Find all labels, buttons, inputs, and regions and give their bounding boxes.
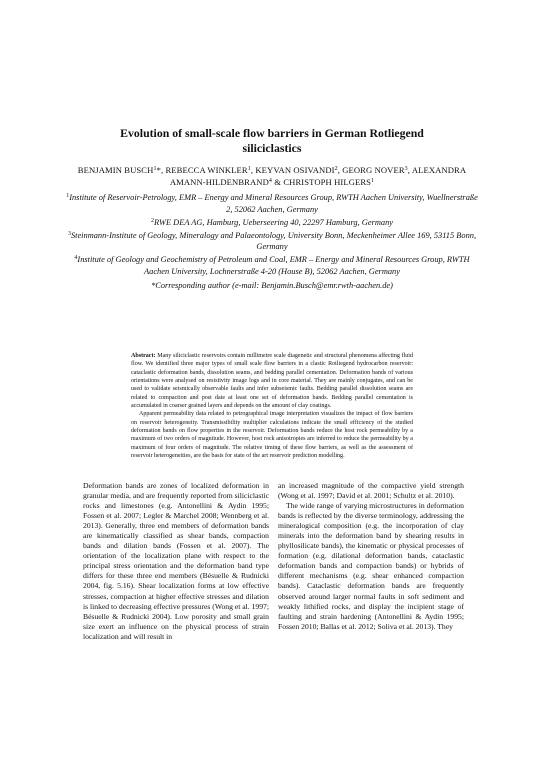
author-name: CHRISTOPH HILGERS bbox=[283, 176, 372, 187]
author-name: ALEXANDRA AMANN-HILDENBRAND bbox=[169, 165, 467, 187]
author-name: KEYVAN OSIVANDI bbox=[255, 165, 335, 175]
affiliation bbox=[66, 217, 478, 229]
paper-title: Evolution of small-scale flow barriers in German Rotliegend siliciclastics bbox=[120, 126, 424, 155]
author-affiliation-number: 1 bbox=[153, 166, 157, 172]
author-affiliation-number: 2 bbox=[334, 166, 338, 172]
affiliation-number: 4 bbox=[74, 255, 78, 262]
body-paragraph: an increased magnitude of the compactive yield strength (Wong et al. 1997; David et al. 2001; Schultz et al. 2010). bbox=[278, 481, 464, 501]
affiliation-list bbox=[66, 192, 478, 293]
body-paragraph: Deformation bands are zones of localized deformation in granular media, and are frequently reported from siliciclastic rocks and limestones (e.g. Antonellini & Aydin 1995; Fossen et al. 2007; Legler & Marchel 2008; Wennberg et al. 2013). Generally, three end members of deformation bands are kinematically classified as shear bands, compaction bands and dilation bands (Fossen et al. 2007). The orientation of the localization plane with respect to the principal stress orientation and the deformation band type differs for these three end members (Bésuelle & Rudnicki 2004, fig. 5.16). Shear localization forms at low effective stresses, compaction at higher effective stresses and dilation is linked to decreasing effective pressures (Wong et al. 1997; Bésuelle & Rudnicki 2004). Low porosity and small grain size exert an influence on the physical process of strain localization and will result in bbox=[83, 481, 269, 641]
author-name: REBECCA WINKLER bbox=[165, 165, 248, 175]
abstract-paragraph bbox=[131, 352, 413, 410]
affiliation bbox=[66, 192, 478, 215]
author-name: GEORG NOVER bbox=[342, 165, 405, 175]
author-name: BENJAMIN BUSCH bbox=[77, 165, 154, 175]
affiliation-text: Institute of Reservoir-Petrology, EMR – Energy and Mineral Resources Group, RWTH Aachen University, Wuellnerstraße 2, 52062 Aachen, Germany bbox=[69, 193, 478, 214]
affiliation-text: Institute of Geology and Geochemistry of Petroleum and Coal, EMR – Energy and Mineral Resources Group, RWTH Aachen University, Lochnerstraße 4-20 (House B), 52062 Aachen, Germany bbox=[77, 255, 470, 276]
body-column-left bbox=[83, 481, 269, 642]
author-affiliation-number: 1 bbox=[247, 166, 251, 172]
affiliation-text: RWE DEA AG, Hamburg, Ueberseering 40, 22297 Hamburg, Germany bbox=[154, 217, 393, 227]
author-affiliation-number: 3 bbox=[404, 166, 408, 172]
affiliation-number: 1 bbox=[66, 193, 70, 199]
affiliation-text: Steinmann-Institute of Geology, Mineralogy and Palaeontology, University Bonn, Meckenheimer Allee 169, 53115 Bonn, Germany bbox=[70, 230, 477, 252]
body-column-right bbox=[278, 481, 464, 632]
affiliation bbox=[66, 254, 478, 277]
abstract-paragraph: Apparent permeability data related to petrographical image interpretation visualizes the impact of flow barriers on reservoir heterogeneity. Transmissibility multiplier calculations indicate the small efficiency of the studied deformation bands on flow properties in the reservoir. Deformation bands reduce the host rock permeability by a maximum of two orders of magnitude. However, host rock anisotropies are inferred to reduce the permeability by a maximum of four orders of magnitude. The relative timing of these flow barriers, as well as the assessment of reservoir heterogeneities, are the basis for state of the art reservoir prediction modelling. bbox=[131, 411, 413, 460]
abstract-label: Abstract: bbox=[131, 353, 156, 359]
body-paragraph: The wide range of varying microstructures in deformation bands is reflected by the diverse terminology, addressing the mineralogical composition (e.g. the incorporation of clay minerals into the deformation band by shearing results in phyllosilicate bands), the kinematic or physical processes of formation (e.g. dilational deformation bands, cataclastic deformation bands and compaction bands) or hybrids of different mechanisms (e.g. shear enhanced compaction bands). Cataclastic deformation bands are frequently observed around larger normal faults in soft sediment and weakly lithified rocks, and display the incipient stage of faulting and strain hardening (Antonellini & Aydin 1995; Fossen 2010; Ballas et al. 2012; Soliva et al. 2013). They bbox=[278, 501, 464, 631]
author-affiliation-number: 4 bbox=[268, 177, 273, 184]
corresponding-mark: * bbox=[156, 165, 161, 175]
corresponding-author: *Corresponding author (e-mail: Benjamin.Busch@emr.rwth-aachen.de) bbox=[151, 281, 393, 291]
abstract bbox=[131, 352, 413, 460]
author-list: BENJAMIN BUSCH$^1$*, REBECCA WINKLER$^1$, KEYVAN OSIVANDI$^2$, GEORG NOVER$^3$, ALEXANDRA AMANN-HILDENBRAND$^4$ & CHRISTOPH HILGERS$^1$ bbox=[77, 165, 467, 187]
author-affiliation-number: 1 bbox=[371, 177, 375, 184]
affiliation bbox=[66, 230, 478, 253]
abstract-text: Many siliciclastic reservoirs contain millimetre scale diagenetic and structural phenomena affecting fluid flow. We identified three major types of small scale flow barriers in a clastic Rotliegend hydrocarbon reservoir: cataclastic deformation bands, dissolution seams, and bedding parallel cementation. Deformation bands of various orientations were analysed on resistivity image logs and in core material. They are mainly conjugates, and can be used to validate seismically observable faults and infer subseismic faults. Bedding parallel dissolution seams are related to compaction and post date at least one set of deformation bands. Bedding parallel cementation is accumulated in coarser grained layers and depends on the amount of clay coatings. bbox=[131, 353, 413, 410]
affiliation-number: 3 bbox=[67, 230, 71, 237]
affiliation-number: 2 bbox=[151, 217, 154, 224]
